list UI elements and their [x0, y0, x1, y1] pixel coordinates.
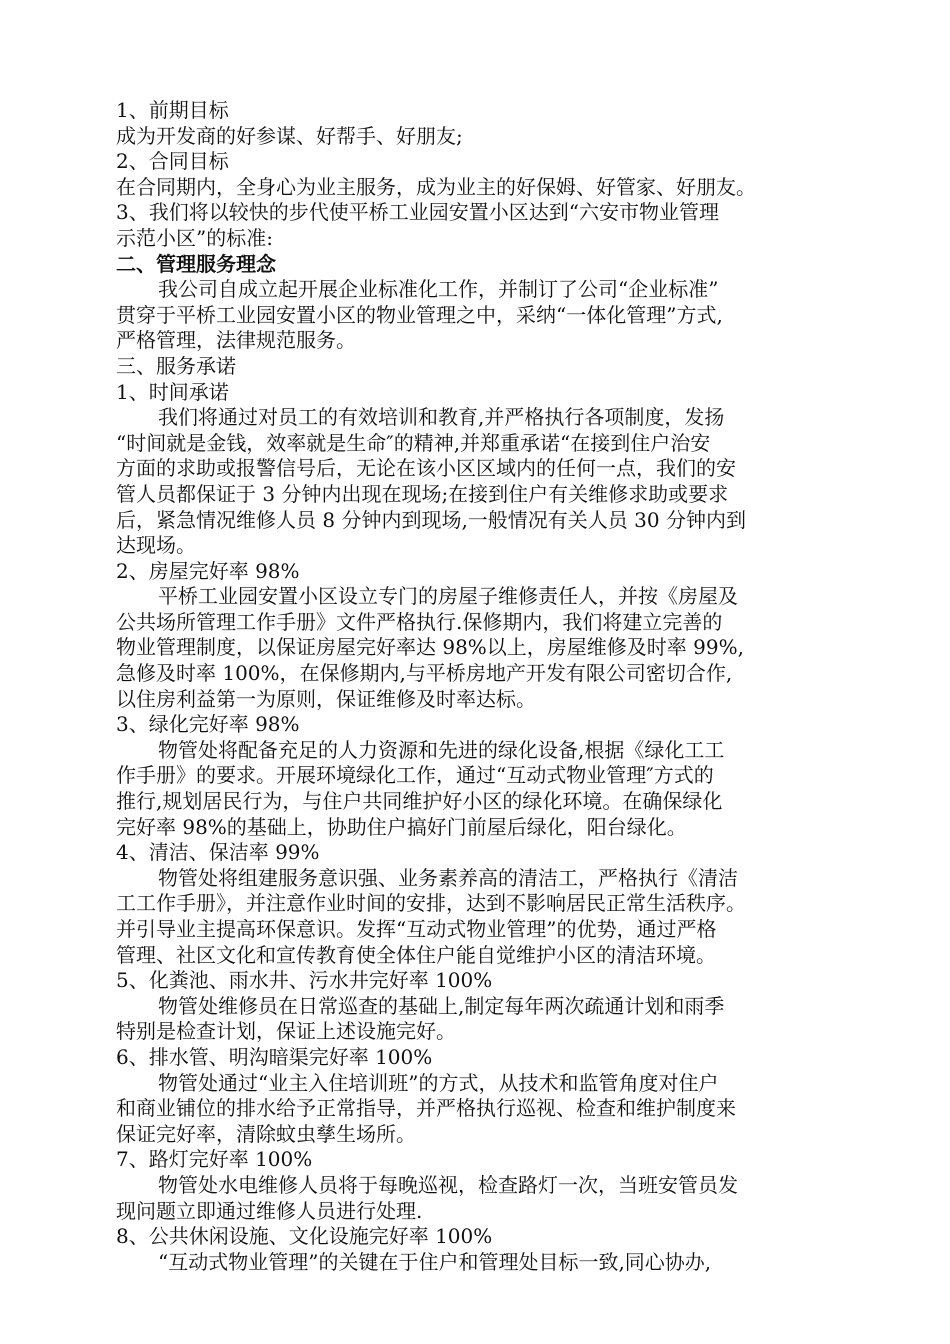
- text-line: 物管处将组建服务意识强、业务素养高的清洁工，严格执行《清洁: [158, 865, 738, 890]
- text-line: 特别是检查计划，保证上述设施完好。: [116, 1019, 456, 1044]
- text-line: 5、化粪池、雨水井、污水井完好率 100%: [116, 968, 493, 993]
- text-line: 工工作手册》，并注意作业时间的安排，达到不影响居民正常生活秩序。: [116, 891, 746, 916]
- section-heading: 二、管理服务理念: [116, 251, 276, 276]
- text-line: 物管处通过“业主入住培训班”的方式，从技术和监管角度对住户: [158, 1070, 719, 1095]
- text-line: 管人员都保证于 3 分钟内出现在现场;在接到住户有关维修求助或要求: [116, 481, 729, 506]
- text-line: “时间就是金钱，效率就是生命″的精神,并郑重承诺“在接到住户治安: [116, 430, 711, 455]
- text-line: 急修及时率 100%，在保修期内,与平桥房地产开发有限公司密切合作,: [116, 661, 733, 686]
- section-heading: 三、服务承诺: [116, 353, 236, 378]
- text-line: 平桥工业园安置小区设立专门的房屋子维修责任人，并按《房屋及: [158, 584, 738, 609]
- text-line: 作手册》的要求。开展环境绿化工作，通过“互动式物业管理″方式的: [116, 763, 714, 788]
- text-line: 管理、社区文化和宣传教育使全体住户能自觉维护小区的清洁环境。: [116, 942, 716, 967]
- text-line: 并引导业主提高环保意识。发挥“互动式物业管理”的优势，通过严格: [116, 917, 717, 941]
- text-line: 1、前期目标: [116, 98, 229, 122]
- text-line: 贯穿于平桥工业园安置小区的物业管理之中，采纳“一体化管理”方式,: [116, 302, 723, 327]
- text-line: 7、路灯完好率 100%: [116, 1147, 313, 1172]
- text-line: 2、合同目标: [116, 149, 229, 174]
- text-line: 达现场。: [116, 533, 196, 558]
- text-line: 3、绿化完好率 98%: [116, 712, 300, 737]
- text-line: 4、清洁、保洁率 99%: [116, 840, 320, 865]
- text-line: 物管处将配备充足的人力资源和先进的绿化设备,根据《绿化工工: [158, 737, 725, 762]
- text-line: 6、排水管、明沟暗渠完好率 100%: [116, 1044, 433, 1069]
- text-line: 严格管理，法律规范服务。: [116, 328, 356, 353]
- text-line: 物管处维修员在日常巡查的基础上,制定每年两次疏通计划和雨季: [158, 993, 725, 1018]
- text-line: 1、时间承诺: [116, 379, 229, 404]
- text-line: 8、公共休闲设施、文化设施完好率 100%: [116, 1224, 493, 1249]
- text-line: “互动式物业管理”的关键在于住户和管理处目标一致,同心协办,: [158, 1249, 712, 1274]
- text-line: 以住房利益第一为原则，保证维修及时率达标。: [116, 686, 536, 711]
- text-line: 我公司自成立起开展企业标准化工作，并制订了公司“企业标准”: [158, 277, 719, 302]
- text-line: 保证完好率，清除蚊虫孳生场所。: [116, 1121, 416, 1146]
- text-line: 现问题立即通过维修人员进行处理.: [116, 1198, 423, 1223]
- text-line: 推行,规划居民行为，与住户共同维护好小区的绿化环境。在确保绿化: [116, 789, 723, 814]
- text-line: 和商业铺位的排水给予正常指导，并严格执行巡视、检查和维护制度来: [116, 1096, 736, 1121]
- text-line: 后，紧急情况维修人员 8 分钟内到现场,一般情况有关人员 30 分钟内到: [116, 507, 746, 532]
- text-line: 公共场所管理工作手册》文件严格执行.保修期内，我们将建立完善的: [116, 609, 723, 634]
- text-line: 成为开发商的好参谋、好帮手、好朋友;: [116, 123, 463, 148]
- text-line: 物管处水电维修人员将于每晚巡视，检查路灯一次，当班安管员发: [158, 1172, 738, 1197]
- text-line: 完好率 98%的基础上，协助住户搞好门前屋后绿化，阳台绿化。: [116, 814, 687, 839]
- document-body: [116, 98, 876, 1275]
- text-line: 我们将通过对员工的有效培训和教育,并严格执行各项制度，发扬: [158, 405, 725, 430]
- text-line: 2、房屋完好率 98%: [116, 558, 300, 583]
- text-line: 物业管理制度，以保证房屋完好率达 98%以上，房屋维修及时率 99%,: [116, 635, 744, 660]
- text-line: 方面的求助或报警信号后，无论在该小区区域内的任何一点，我们的安: [116, 456, 736, 481]
- text-line: 3、我们将以较快的步代使平桥工业园安置小区达到“六安市物业管理: [116, 200, 719, 225]
- text-line: 在合同期内，全身心为业主服务，成为业主的好保姆、好管家、好朋友。: [116, 174, 756, 199]
- text-line: 示范小区”的标准:: [116, 225, 273, 250]
